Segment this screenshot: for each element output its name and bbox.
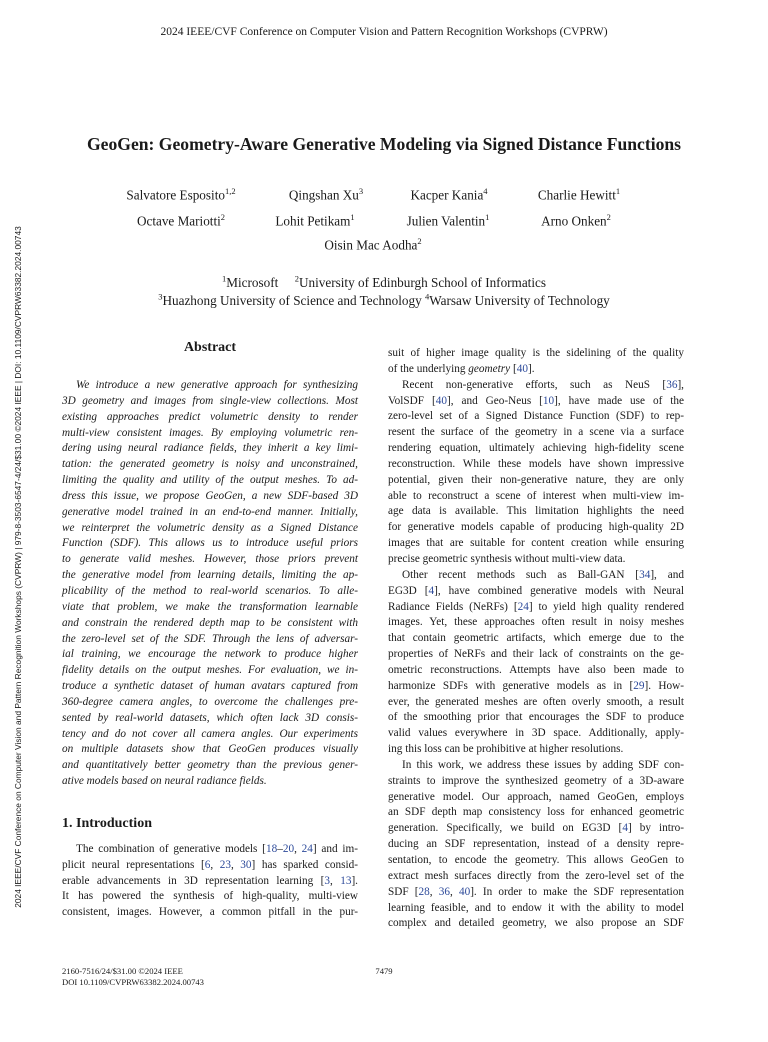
text-line: It has powered the synthesis of high-quality, multi-view (62, 890, 358, 903)
affiliation: $^2$University of Edinburgh School of Informatics (294, 274, 546, 291)
text-line: tency and do not cover all camera angles. Our experiments (62, 727, 358, 740)
text-line: suit of higher image quality is the sidelining of the quality (388, 347, 684, 359)
text-line: plicability of the method to real-world scenarios. To alle- (62, 584, 358, 597)
author: Octave Mariotti$^2$ (136, 212, 226, 229)
page-number: 7479 (375, 966, 393, 976)
text-line: generative model trained in an end-to-end manner. Initially, (62, 505, 358, 518)
author: Lohit Petikam$^1$ (275, 212, 355, 229)
text-line: VolSDF [40], and Geo-Neus [10], have made use of the (388, 394, 684, 407)
text-line: harmonize SDFs with generative models as in [29]. How- (388, 679, 684, 692)
author: Salvatore Esposito$^{1,2}$ (126, 186, 236, 203)
text-line: and constrain the rendered depth map to be consistent with (62, 616, 358, 629)
author: Arno Onken$^2$ (541, 212, 611, 229)
text-line: 3D geometry and images from single-view collections. Most (62, 394, 358, 407)
text-line: age data is available. This limitation highlights the need (388, 505, 684, 518)
author: Oisin Mac Aodha$^2$ (324, 236, 422, 253)
text-line: The combination of generative models [18–20, 24] and im- (76, 842, 358, 855)
text-line: resent the surface of the geometry in a scene via a surface (388, 426, 684, 439)
text-line: ometric reconstructions. Attempts have also been made to (388, 663, 684, 676)
text-line: fidelity details on the output meshes. For evaluation, we in- (62, 664, 358, 677)
text-line: dress this issue, we propose GeoGen, a new SDF-based 3D (62, 489, 358, 502)
abstract-heading: Abstract (183, 340, 237, 355)
text-line: precise geometric synthesis without multi-view data. (388, 552, 626, 565)
text-line: existing approaches predict volumetric density to render (62, 410, 358, 423)
text-line: plicit neural representations [6, 23, 30] has sparked consid- (62, 858, 359, 871)
text-line: sented by real-world datasets, which often lack 3D consis- (62, 711, 358, 724)
text-line: zero-level set of a Signed Distance Function (SDF) to rep- (388, 410, 684, 423)
text-line: Function (SDF). This allows us to introduce useful priors (62, 537, 358, 550)
text-line: that contain geometric artifacts, which emerge due to the (388, 632, 684, 645)
text-line: ial training, we encourage the network to produce higher (62, 648, 358, 661)
text-line: reconstruction. While these models have shown impressive (388, 457, 684, 470)
text-line: generation. Specifically, we build on EG3D [4] by intro- (388, 822, 684, 835)
affiliations-line-2 (0, 292, 768, 309)
text-line: potential, given their non-generative nature, they are only (388, 473, 684, 486)
text-line: Radiance Fields (NeRFs) [24] to yield high quality rendered (388, 600, 684, 613)
text-line: limiting the quality and utility of the output meshes. To ad- (62, 474, 358, 487)
left-column (62, 340, 358, 921)
text-line: complex and detailed geometry, we also propose an SDF (388, 917, 684, 930)
text-line: In this work, we address these issues by adding SDF con- (402, 758, 684, 771)
text-line: erable advancements in 3D representation learning [3, 13]. (62, 874, 358, 887)
text-line: viate that problem, we make the transformation learnable (62, 600, 358, 613)
text-line: of the underlying geometry [40]. (388, 362, 535, 375)
text-line: and quantitatively better geometry than the previous gener- (62, 759, 358, 772)
text-line: dering using neural radiance fields, they inherit a key limi- (62, 442, 358, 455)
introduction-body-left (62, 842, 358, 921)
text-line: valid values everywhere in 3D space. Additionally, apply- (388, 727, 684, 740)
conference-header: 2024 IEEE/CVF Conference on Computer Vision and Pattern Recognition Workshops (CVPRW) (160, 26, 608, 38)
text-line: straints to improve the synthesized geometry of a 3D-aware (388, 774, 684, 787)
footer-doi: DOI 10.1109/CVPRW63382.2024.00743 (62, 977, 204, 987)
text-line: EG3D [4], have combined generative models with Neural (388, 584, 684, 597)
text-line: multi-view consistent images. By employing volumetric ren- (62, 426, 358, 439)
affiliation: $^3$Huazhong University of Science and Technology (158, 292, 422, 309)
text-line: able to reconstruct a scene of interest when multi-view im- (388, 489, 684, 502)
affiliation: $^4$Warsaw University of Technology (424, 292, 610, 309)
text-line: for generative models capable of producing high-quality 2D (388, 521, 684, 534)
text-line: the generative model from learning details, limiting the ap- (62, 569, 358, 582)
introduction-body-right (388, 346, 684, 932)
text-line: tation: the generated geometry is noisy and unconstrained, (62, 458, 358, 471)
text-line: ever, the generated meshes are often overly smooth, a result (388, 695, 684, 708)
text-line: generative model. Our approach, named GeoGen, employs (388, 790, 684, 803)
text-line: extract mesh surfaces directly from the zero-level set of the (388, 869, 684, 882)
text-line: consistent, images. However, a common pitfall in the pur- (62, 906, 358, 919)
text-line: to generate valid meshes. However, those priors prevent (62, 553, 358, 566)
abstract-body (62, 378, 358, 790)
text-line: images that are suitable for content creation while ensuring (388, 537, 684, 550)
text-line: ducing an SDF representation, instead of a density repre- (388, 838, 684, 851)
text-line: on multiple datasets show that GeoGen produces visually (62, 743, 358, 756)
author: Qingshan Xu$^3$ (288, 186, 364, 203)
text-line: rendering equation, ultimately achieving high-fidelity scene (388, 442, 684, 455)
text-line: troduce a synthetic dataset of human avatars captured from (62, 680, 358, 693)
text-line: ative models based on neural radiance fields. (62, 775, 267, 788)
author: Charlie Hewitt$^1$ (537, 186, 621, 203)
text-line: SDF [28, 36, 40]. In order to make the SDF representation (388, 885, 685, 898)
affiliations-line-1 (0, 274, 768, 291)
text-line: images. Yet, these approaches often result in noisy meshes (388, 616, 684, 629)
paper-title: GeoGen: Geometry-Aware Generative Modeling via Signed Distance Functions (86, 134, 682, 154)
text-line: 360-degree camera angles, to overcome the challenges pre- (62, 695, 358, 708)
right-column (388, 346, 684, 932)
text-line: ing this loss can be prohibitive at higher resolutions. (388, 743, 624, 756)
author: Kacper Kania$^4$ (410, 186, 488, 203)
text-line: the zero-level set of the SDF. Through the lens of adversar- (62, 632, 358, 645)
text-line: properties of NeRFs and their lack of constraints on the ge- (388, 648, 684, 661)
text-line: Recent non-generative efforts, such as NeuS [36], (402, 378, 684, 391)
text-line: Other recent methods such as Ball-GAN [34], and (402, 568, 684, 581)
footer-issn: 2160-7516/24/$31.00 ©2024 IEEE (62, 966, 183, 976)
text-line: an SDF depth map consistency loss for enhanced geometric (388, 806, 684, 819)
text-line: learning feasible, and to endow it with the ability to model (388, 901, 684, 914)
text-line: of the smoothing prior that encourages the SDF to produce (388, 711, 684, 724)
affiliation: $^1$Microsoft (222, 274, 279, 291)
introduction-heading: 1. Introduction (62, 815, 152, 831)
text-line: We introduce a new generative approach for synthesizing (76, 379, 358, 391)
author: Julien Valentin$^1$ (406, 212, 490, 229)
text-line: we reinterpret the volumetric density as a Signed Distance (62, 521, 358, 534)
doi-side-strip: 2024 IEEE/CVF Conference on Computer Vision and Pattern Recognition Workshops (CVPRW) | 979-8-3503-6547-4/24/$31.00 ©2024 IEEE | DOI: 10.1109/CVPRW63382.2024.00743 (13, 226, 23, 908)
text-line: sentation, to encode the geometry. This allows GeoGen to (388, 854, 684, 866)
